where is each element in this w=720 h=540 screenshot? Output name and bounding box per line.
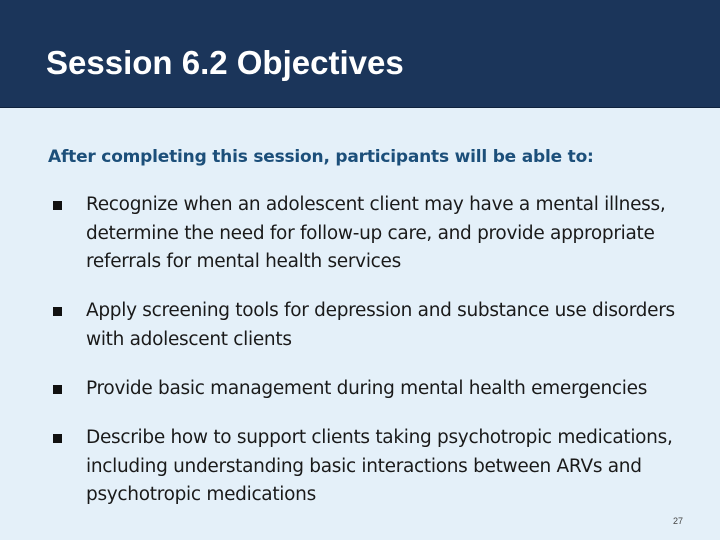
page-number: 27 [673, 516, 684, 526]
intro-text: After completing this session, participants will be able to: [48, 147, 594, 167]
objective-text: Apply screening tools for depression and substance use disorders with adolescent clients [86, 300, 675, 350]
square-bullet-icon [53, 385, 62, 394]
square-bullet-icon [53, 434, 62, 443]
slide-title: Session 6.2 Objectives [46, 44, 404, 81]
square-bullet-icon [53, 307, 62, 316]
square-bullet-icon [53, 201, 62, 210]
title-banner [0, 0, 720, 108]
objective-text: Recognize when an adolescent client may have a mental illness, determine the need for follow-up care, and provide appropriate referrals for mental health services [86, 194, 666, 273]
objective-text: Describe how to support clients taking psychotropic medications, including understanding basic interactions between ARVs and psychotropic medications [86, 427, 673, 506]
objective-text: Provide basic management during mental health emergencies [86, 378, 648, 399]
